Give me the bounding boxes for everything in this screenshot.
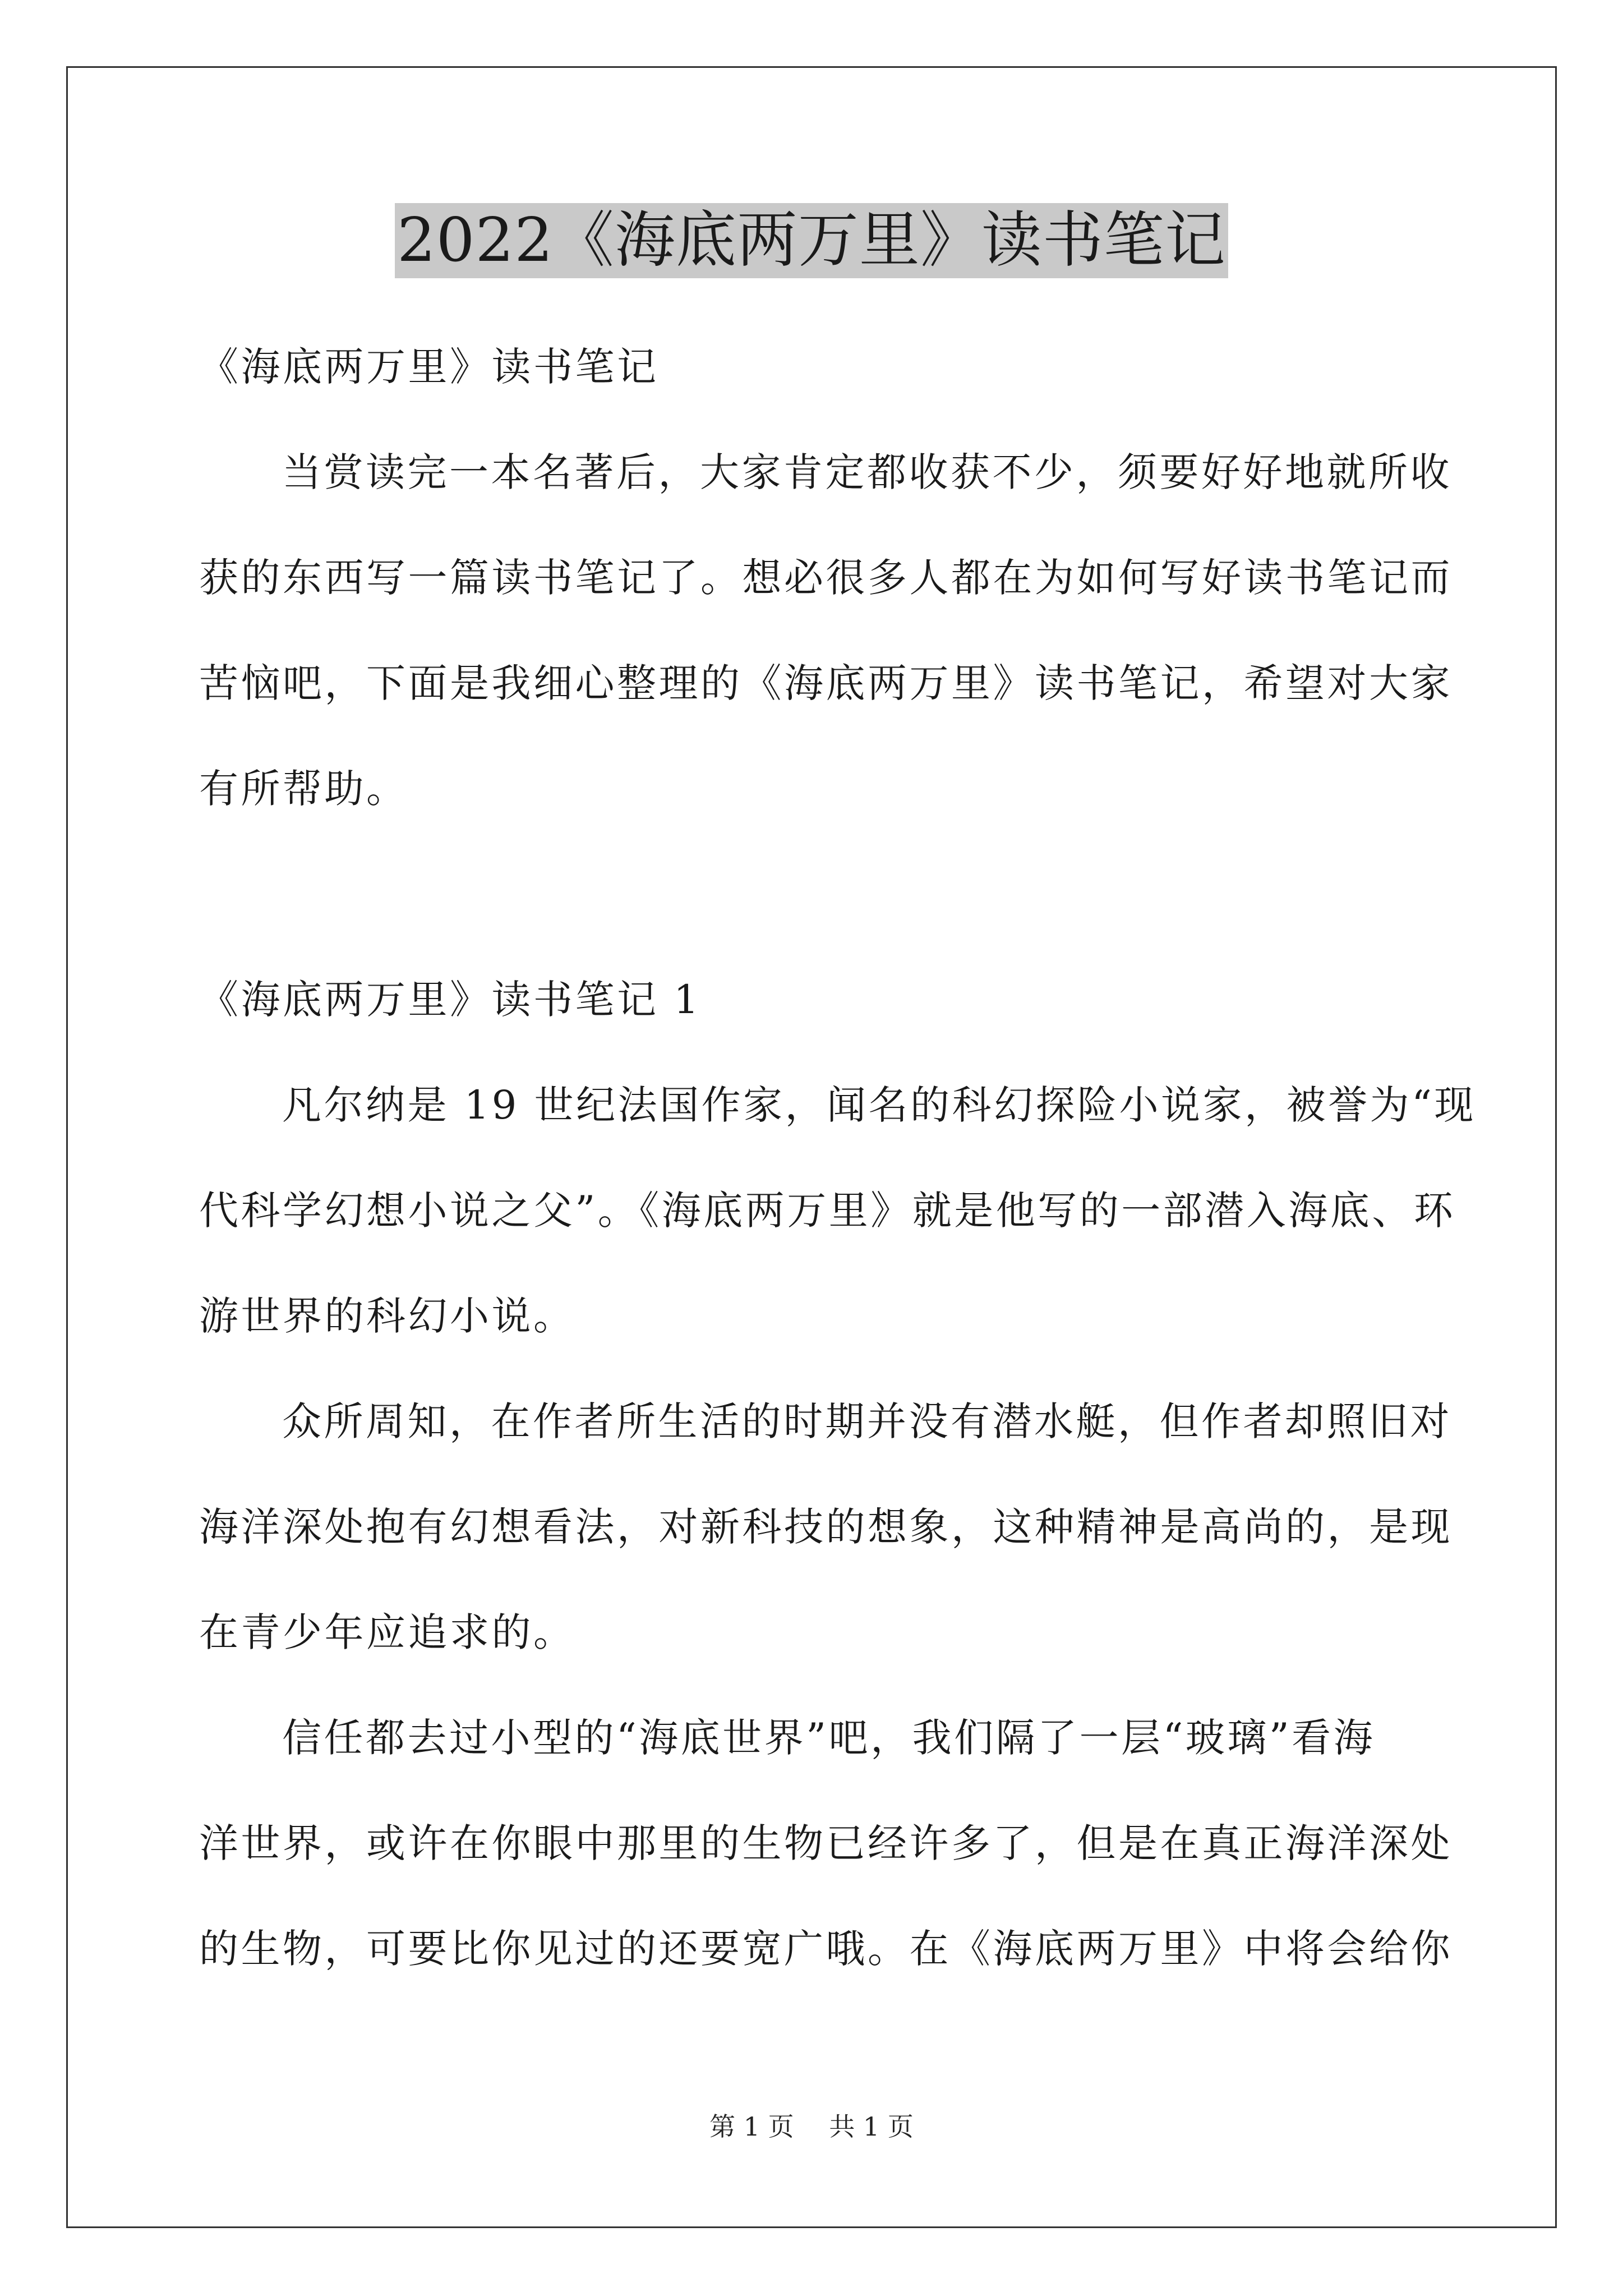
paragraph-line: 代科学幻想小说之父”。《海底两万里》就是他写的一部潜入海底、环 — [199, 1188, 1456, 1234]
paragraph-line: 有所帮助。 — [199, 766, 408, 812]
paragraph-line: 在青少年应追求的。 — [199, 1609, 575, 1655]
title-container — [0, 203, 1623, 278]
page-total: 共 1 页 — [829, 2111, 914, 2142]
page-number: 第 1 页 — [709, 2111, 794, 2142]
paragraph-line: 信任都去过小型的“海底世界”吧，我们隔了一层“玻璃”看海 — [282, 1715, 1376, 1761]
section-heading: 《海底两万里》读书笔记 1 — [199, 977, 702, 1023]
paragraph-line: 的生物，可要比你见过的还要宽广哦。在《海底两万里》中将会给你 — [199, 1926, 1453, 1972]
paragraph-line: 苦恼吧，下面是我细心整理的《海底两万里》读书笔记，希望对大家 — [199, 660, 1453, 706]
document-body — [199, 314, 1476, 2001]
section-heading: 《海底两万里》读书笔记 — [199, 344, 659, 390]
paragraph-line: 众所周知，在作者所生活的时期并没有潜水艇，但作者却照旧对 — [282, 1398, 1452, 1444]
page-footer — [0, 2106, 1623, 2143]
blank-line — [199, 841, 1427, 947]
paragraph-line: 当赏读完一本名著后，大家肯定都收获不少，须要好好地就所收 — [282, 449, 1452, 495]
paragraph-line: 游世界的科幻小说。 — [199, 1293, 575, 1339]
paragraph-line: 凡尔纳是 19 世纪法国作家，闻名的科幻探险小说家，被誉为“现 — [282, 1082, 1476, 1128]
paragraph-line: 海洋深处抱有幻想看法，对新科技的想象，这种精神是高尚的，是现 — [199, 1504, 1453, 1550]
paragraph-line: 洋世界，或许在你眼中那里的生物已经许多了，但是在真正海洋深处 — [199, 1820, 1453, 1866]
paragraph-line: 获的东西写一篇读书笔记了。想必很多人都在为如何写好读书笔记而 — [199, 555, 1453, 601]
document-title: 2022《海底两万里》读书笔记 — [395, 203, 1228, 278]
